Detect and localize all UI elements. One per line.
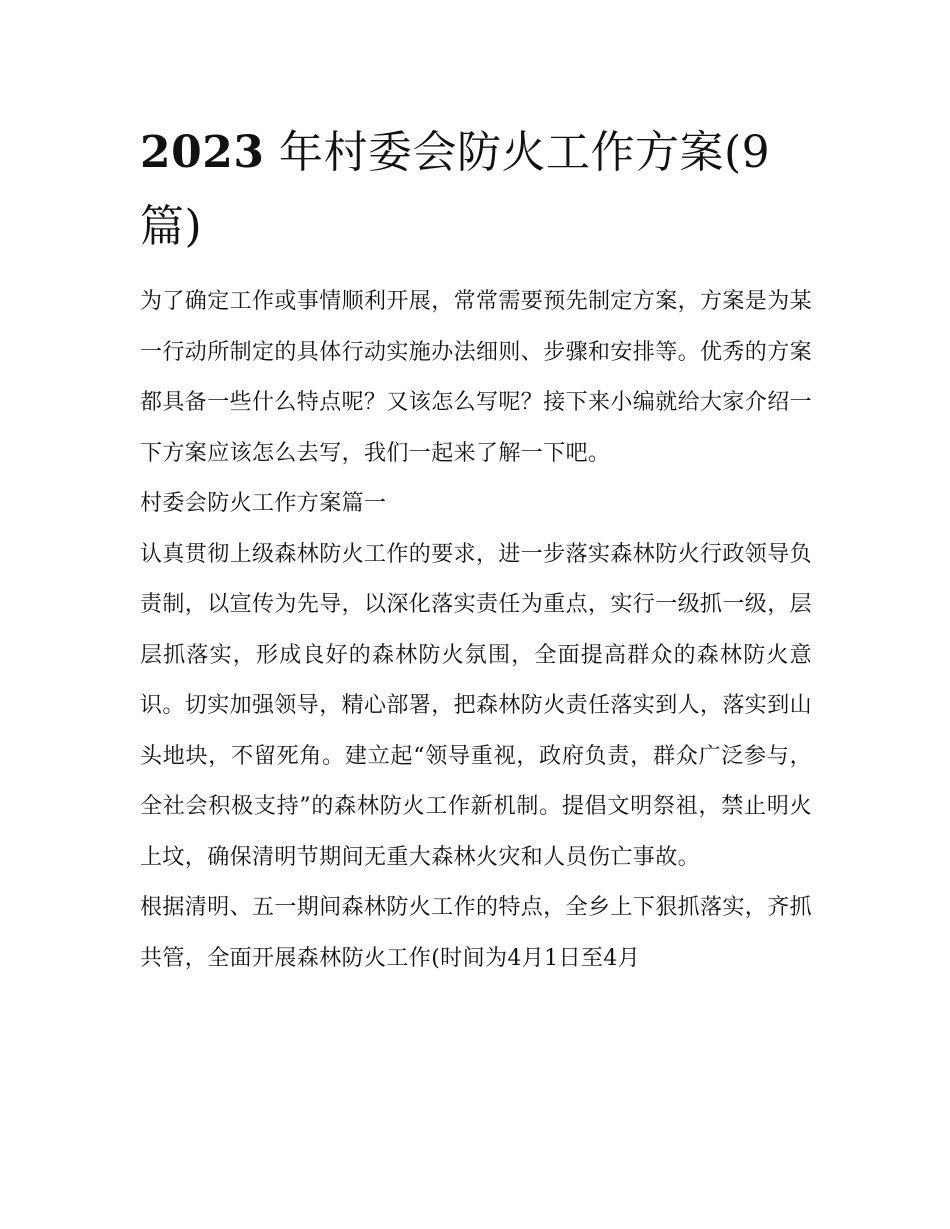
- section-heading: 村委会防火工作方案篇一: [140, 491, 387, 516]
- title-number: 2023: [140, 127, 265, 178]
- title-text: 年村委会防火工作方案(9篇): [140, 127, 771, 252]
- body-paragraph: 根据清明、五一期间森林防火工作的特点，全乡上下狠抓落实，齐抓共管，全面开展森林防火工作(时间为4月1日至4月: [140, 895, 813, 971]
- intro-paragraph: 为了确定工作或事情顺利开展，常常需要预先制定方案，方案是为某一行动所制定的具体行动实施办法细则、步骤和安排等。优秀的方案都具备一些什么特点呢？又该怎么写呢？接下来小编就给大家介绍一下方案应该怎么去写，我们一起来了解一下吧。: [140, 289, 813, 466]
- body-paragraph: 认真贯彻上级森林防火工作的要求，进一步落实森林防火行政领导负责制，以宣传为先导，以深化落实责任为重点，实行一级抓一级，层层抓落实，形成良好的森林防火氛围，全面提高群众的森林防火意识。切实加强领导，精心部署，把森林防火责任落实到人，落实到山头地块，不留死角。建立起“领导重视，政府负责，群众广泛参与，全社会积极支持”的森林防火工作新机制。提倡文明祭祖，禁止明火上坟，确保清明节期间无重大森林火灾和人员伤亡事故。: [140, 541, 813, 870]
- document-title: [140, 116, 815, 264]
- document-body: [140, 277, 812, 984]
